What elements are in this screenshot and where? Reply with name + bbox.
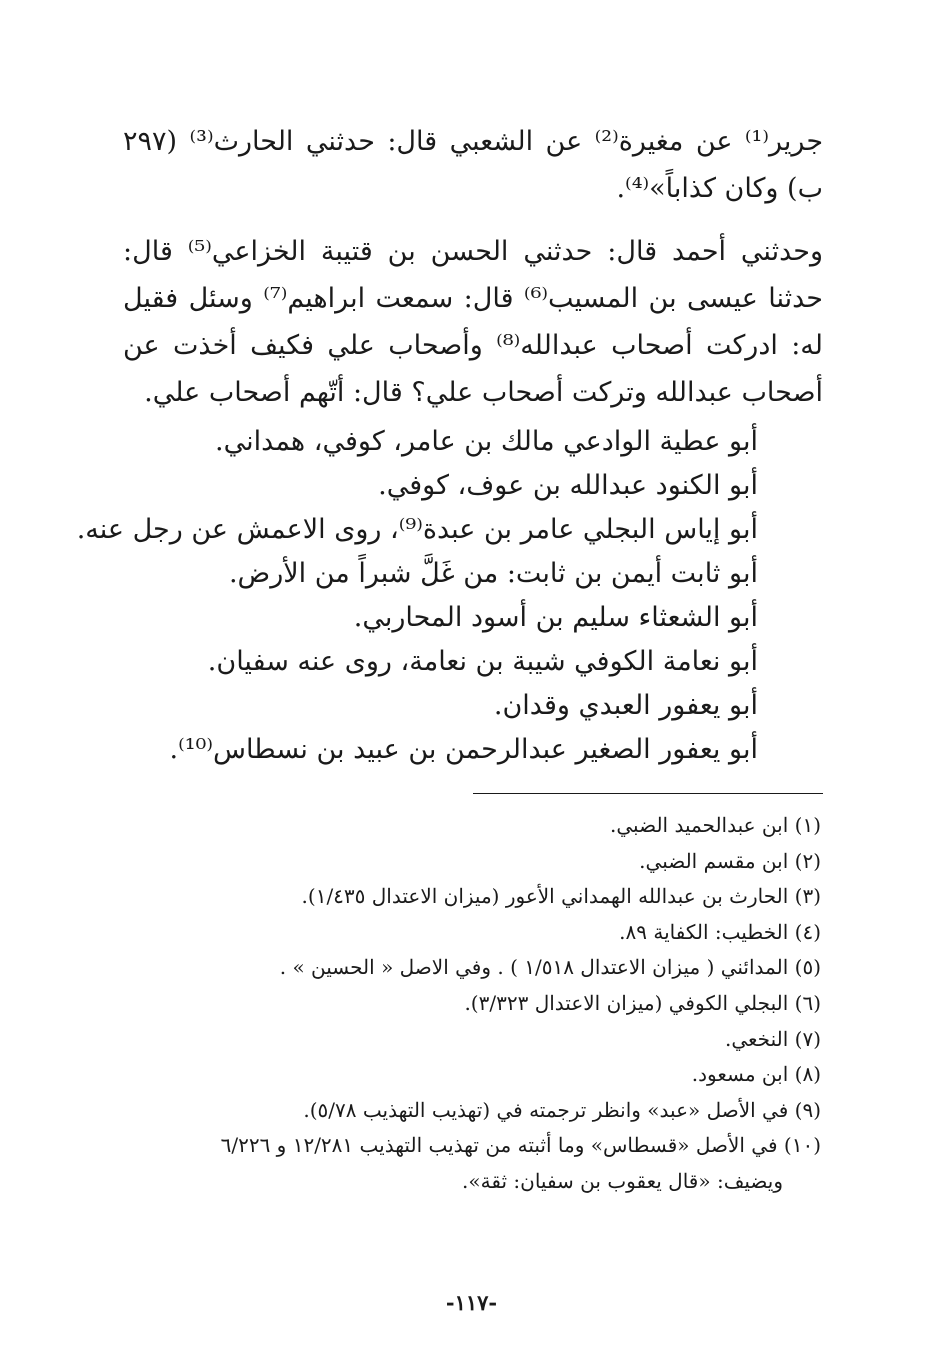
footnote: (٢) ابن مقسم الضبي.	[639, 848, 821, 873]
footnote: (٤) الخطيب: الكفاية ٨٩.	[619, 919, 821, 944]
footnote: (٨) ابن مسعود.	[691, 1062, 821, 1087]
footnote: (٥) المدائني ( ميزان الاعتدال ١/٥١٨ ) . وفي الاصل « الحسين » .	[279, 955, 821, 980]
body-paragraph-2: وحدثني أحمد قال: حدثني الحسن بن قتيبة الخزاعي⁽⁵⁾ قال: حدثنا عيسى بن المسيب⁽⁶⁾ قال: سمعت ابراهيم⁽⁷⁾ وسئل فقيل له: ادركت أصحاب عبدالله⁽⁸⁾ وأصحاب علي فكيف أخذت عن أصحاب عبدالله وتركت أصحاب علي؟ قال: أتّهم أصحاب علي.	[123, 236, 824, 408]
footnote: (١٠) في الأصل «قسطاس» وما أثبته من تهذيب التهذيب ١٢/٢٨١ و ٦/٢٢٦	[220, 1133, 821, 1158]
narrator-entry: أبو الكنود عبدالله بن عوف، كوفي.	[378, 470, 758, 501]
narrator-entry: أبو عطية الوادعي مالك بن عامر، كوفي، همداني.	[215, 426, 758, 457]
footnote: (٧) النخعي.	[725, 1026, 821, 1051]
page-number: -١١٧-	[445, 1290, 498, 1315]
footnote-separator	[473, 793, 823, 794]
narrator-entry: أبو يعفور العبدي وقدان.	[493, 690, 758, 721]
footnote: (١) ابن عبدالحميد الضبي.	[610, 813, 821, 837]
footnote: (٩) في الأصل «عبد» وانظر ترجمته في (تهذيب التهذيب ٥/٧٨).	[303, 1097, 821, 1122]
narrator-entry: أبو الشعثاء سليم بن أسود المحاربي.	[353, 602, 758, 633]
narrator-entry: أبو إياس البجلي عامر بن عبدة⁽⁹⁾، روى الاعمش عن رجل عنه.	[76, 514, 758, 545]
narrator-entry: أبو يعفور الصغير عبدالرحمن بن عبيد بن نسطاس⁽¹⁰⁾.	[169, 734, 758, 765]
footnotes	[121, 808, 821, 1200]
narrator-entry: أبو نعامة الكوفي شيبة بن نعامة، روى عنه سفيان.	[207, 646, 758, 677]
footnote-continuation: ويضيف: «قال يعقوب بن سفيان: ثقة».	[462, 1168, 783, 1193]
narrator-entry: أبو ثابت أيمن بن ثابت: من غَلَّ شبراً من الأرض.	[228, 558, 758, 589]
narrator-list	[76, 420, 758, 772]
footnote: (٣) الحارث بن عبدالله الهمداني الأعور (ميزان الاعتدال ١/٤٣٥).	[301, 884, 821, 909]
footnote: (٦) البجلي الكوفي (ميزان الاعتدال ٣/٣٢٣).	[464, 990, 821, 1015]
body-paragraph-1: جرير⁽¹⁾ عن مغيرة⁽²⁾ عن الشعبي قال: حدثني الحارث⁽³⁾ (٢٩٧ ب) وكان كذاباً»⁽⁴⁾.	[123, 126, 824, 204]
